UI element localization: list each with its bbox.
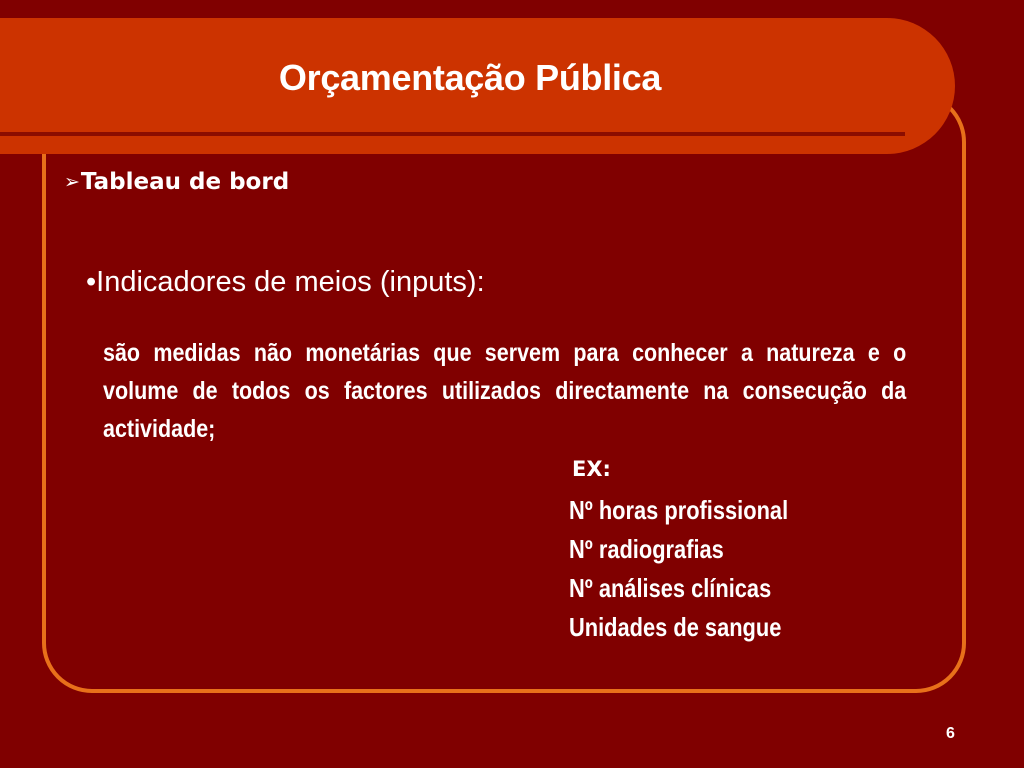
example-label: EX: xyxy=(572,457,611,481)
page-number: 6 xyxy=(946,725,955,742)
slide-title: Orçamentação Pública xyxy=(278,57,662,98)
indicator-title: •Indicadores de meios (inputs): xyxy=(86,266,485,298)
arrow-bullet-icon: ➢ xyxy=(64,171,80,193)
title-divider xyxy=(0,132,905,136)
example-item: Nº radiografias xyxy=(569,534,724,564)
example-item: Nº horas profissional xyxy=(569,495,789,525)
section-heading-text: Tableau de bord xyxy=(80,169,290,195)
indicator-description: são medidas não monetárias que servem para conhecer a natureza e o volume de todos os factores utilizados directamente na consecução da actividade; xyxy=(103,339,907,443)
examples-list xyxy=(569,491,788,647)
example-item: Nº análises clínicas xyxy=(569,573,772,603)
example-item: Unidades de sangue xyxy=(569,612,782,642)
section-heading xyxy=(64,165,289,199)
